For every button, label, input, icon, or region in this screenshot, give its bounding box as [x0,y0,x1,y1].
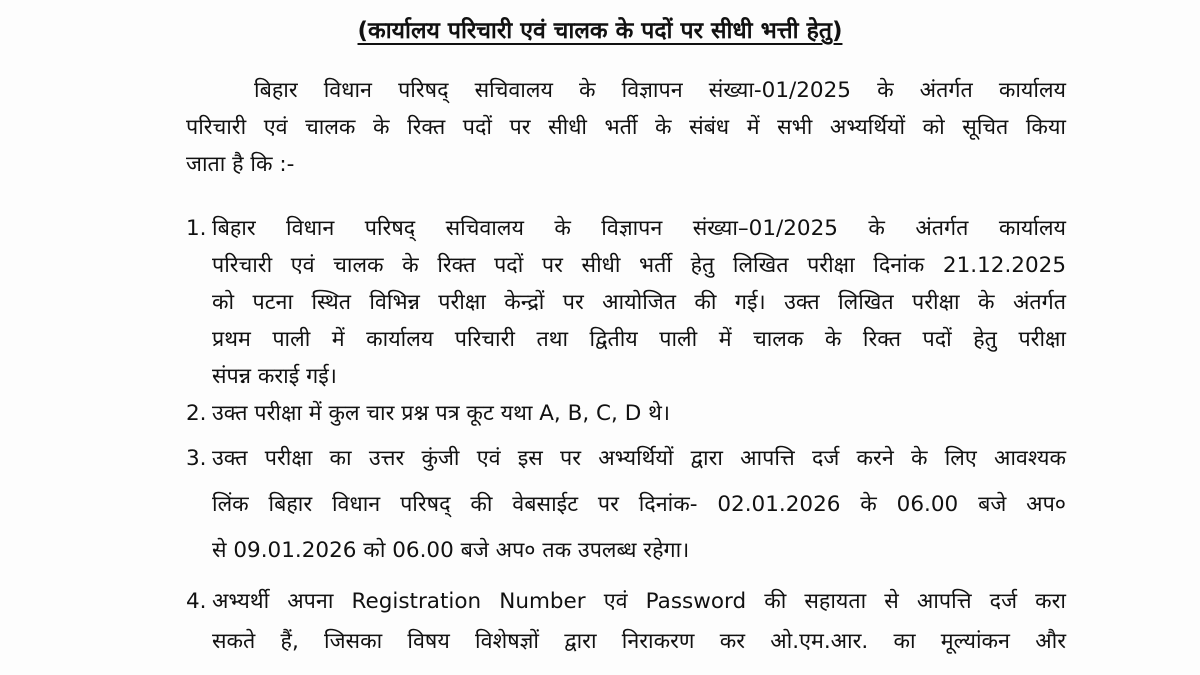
intro-line: जाता है कि :- [186,152,295,177]
numbered-list [186,210,1066,662]
intro-paragraph [186,72,1066,183]
document-heading [0,14,1200,48]
list-item-number: 1. [186,216,207,241]
intro-line: परिचारी एवं चालक के रिक्त पदों पर सीधी भर्ती के संबंध में सभी अभ्यर्थियों को सूचित किया [186,115,1066,140]
list-item-number: 4. [186,589,207,614]
list-item-number: 3. [186,446,207,471]
list-item-line: प्रथम पाली में कार्यालय परिचारी तथा द्वितीय पाली में चालक के रिक्त पदों हेतु परीक्षा [212,327,1066,352]
heading-text: (कार्यालय परिचारी एवं चालक के पदों पर सीधी भत्ती हेतु) [357,18,843,44]
intro-line: बिहार विधान परिषद् सचिवालय के विज्ञापन संख्या-01/2025 के अंतर्गत कार्यालय [254,78,1066,103]
list-item [186,436,1066,574]
list-item-line: उक्त परीक्षा का उत्तर कुंजी एवं इस पर अभ्यर्थियों द्वारा आपत्ति दर्ज करने के लिए आवश्यक [212,446,1066,471]
list-item-line: संपन्न कराई गई। [212,364,337,389]
list-item-line: लिंक बिहार विधान परिषद् की वेबसाईट पर दिनांक- 02.01.2026 के 06.00 बजे अप० [212,492,1066,517]
list-item-line: को पटना स्थित विभिन्न परीक्षा केन्द्रों पर आयोजित की गई। उक्त लिखित परीक्षा के अंतर्गत [212,290,1066,315]
list-item-line: अभ्यर्थी अपना Registration Number एवं Password की सहायता से आपत्ति दर्ज करा [212,589,1066,614]
list-item-line: से 09.01.2026 को 06.00 बजे अप० तक उपलब्ध रहेगा। [212,538,690,563]
list-item-line: बिहार विधान परिषद् सचिवालय के विज्ञापन संख्या–01/2025 के अंतर्गत कार्यालय [212,216,1066,241]
list-item [186,210,1066,395]
list-item [186,582,1066,662]
list-item-line: परिचारी एवं चालक के रिक्त पदों पर सीधी भर्ती हेतु लिखित परीक्षा दिनांक 21.12.2025 [212,253,1066,278]
list-item [186,395,1066,432]
list-item-line: उक्त परीक्षा में कुल चार प्रश्न पत्र कूट यथा A, B, C, D थे। [212,401,670,426]
list-item-number: 2. [186,401,207,426]
list-item-line: सकते हैं, जिसका विषय विशेषज्ञों द्वारा निराकरण कर ओ.एम.आर. का मूल्यांकन और [212,629,1066,654]
